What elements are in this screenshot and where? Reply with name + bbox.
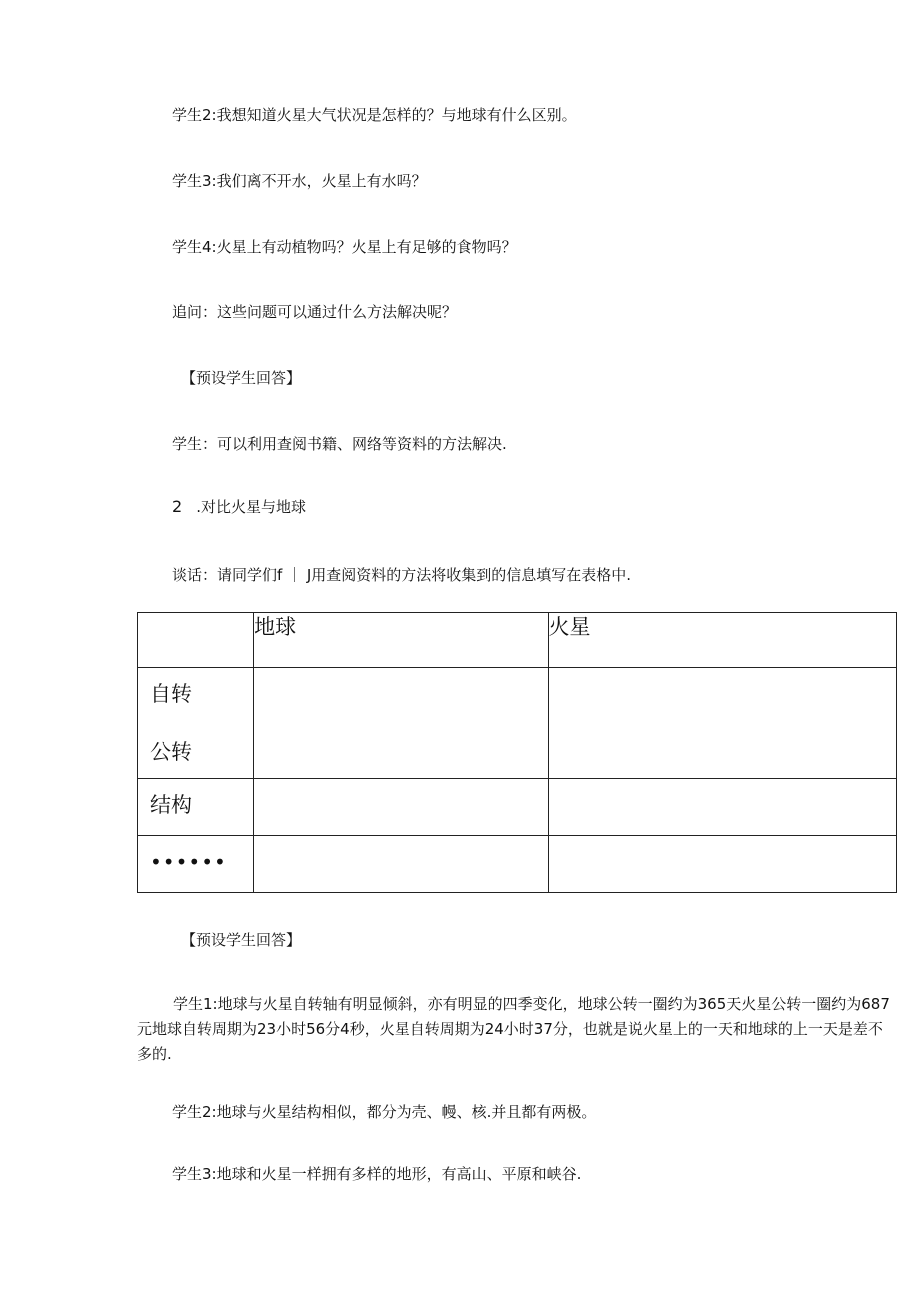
section-number: 2 <box>172 497 183 516</box>
table-row <box>138 668 897 779</box>
mars-more-cell[interactable] <box>548 836 896 893</box>
student2-question: 学生2:我想知道火星大气状况是怎样的？与地球有什么区别。 <box>172 106 577 124</box>
row-label-cell <box>138 668 254 779</box>
header-empty-cell <box>138 613 254 668</box>
row-label-cell <box>138 836 254 893</box>
table-header-row <box>138 613 897 668</box>
mars-structure-cell[interactable] <box>548 779 896 836</box>
earth-more-cell[interactable] <box>254 836 548 893</box>
table-row <box>138 836 897 893</box>
student3-question: 学生3:我们离不开水，火星上有水吗？ <box>172 172 427 190</box>
table-row <box>138 779 897 836</box>
section-heading <box>172 497 306 517</box>
mars-rotation-cell[interactable] <box>548 668 896 779</box>
student3-answer: 学生3:地球和火星一样拥有多样的地形，有高山、平原和峡谷. <box>172 1165 582 1183</box>
student-answer-line: 学生：可以利用查阅书籍、网络等资料的方法解决. <box>172 435 507 453</box>
header-earth: 地球 <box>254 613 548 668</box>
row-label-rotation: 自转 <box>150 682 192 706</box>
student2-answer: 学生2:地球与火星结构相似，都分为壳、幔、核.并且都有两极。 <box>172 1103 597 1121</box>
student4-question: 学生4:火星上有动植物吗？火星上有足够的食物吗？ <box>172 238 517 256</box>
student1-answer: 学生1:地球与火星自转轴有明显倾斜，亦有明显的四季变化，地球公转一圈约为365天火星公转一圈约为687元地球自转周期为23小时56分4秒，火星自转周期为24小时37分，也就是说火星上的一天和地球的上一天是差不多的. <box>137 995 890 1063</box>
row-label-revolution: 公转 <box>150 740 192 764</box>
talk-line: 谈话：请同学们f ｜ J用查阅资料的方法将收集到的信息填写在表格中. <box>172 566 632 584</box>
preset-answer-heading-2: 【预设学生回答】 <box>181 931 302 949</box>
row-label-more: •••••• <box>150 850 227 874</box>
row-label-cell <box>138 779 254 836</box>
earth-structure-cell[interactable] <box>254 779 548 836</box>
header-mars: 火星 <box>548 613 896 668</box>
follow-up-question: 追问：这些问题可以通过什么方法解决呢？ <box>172 303 458 321</box>
preset-answer-heading-1: 【预设学生回答】 <box>181 369 302 387</box>
comparison-table <box>137 612 897 893</box>
row-label-structure: 结构 <box>150 793 192 817</box>
earth-rotation-cell[interactable] <box>254 668 548 779</box>
section-title: .对比火星与地球 <box>196 498 306 516</box>
